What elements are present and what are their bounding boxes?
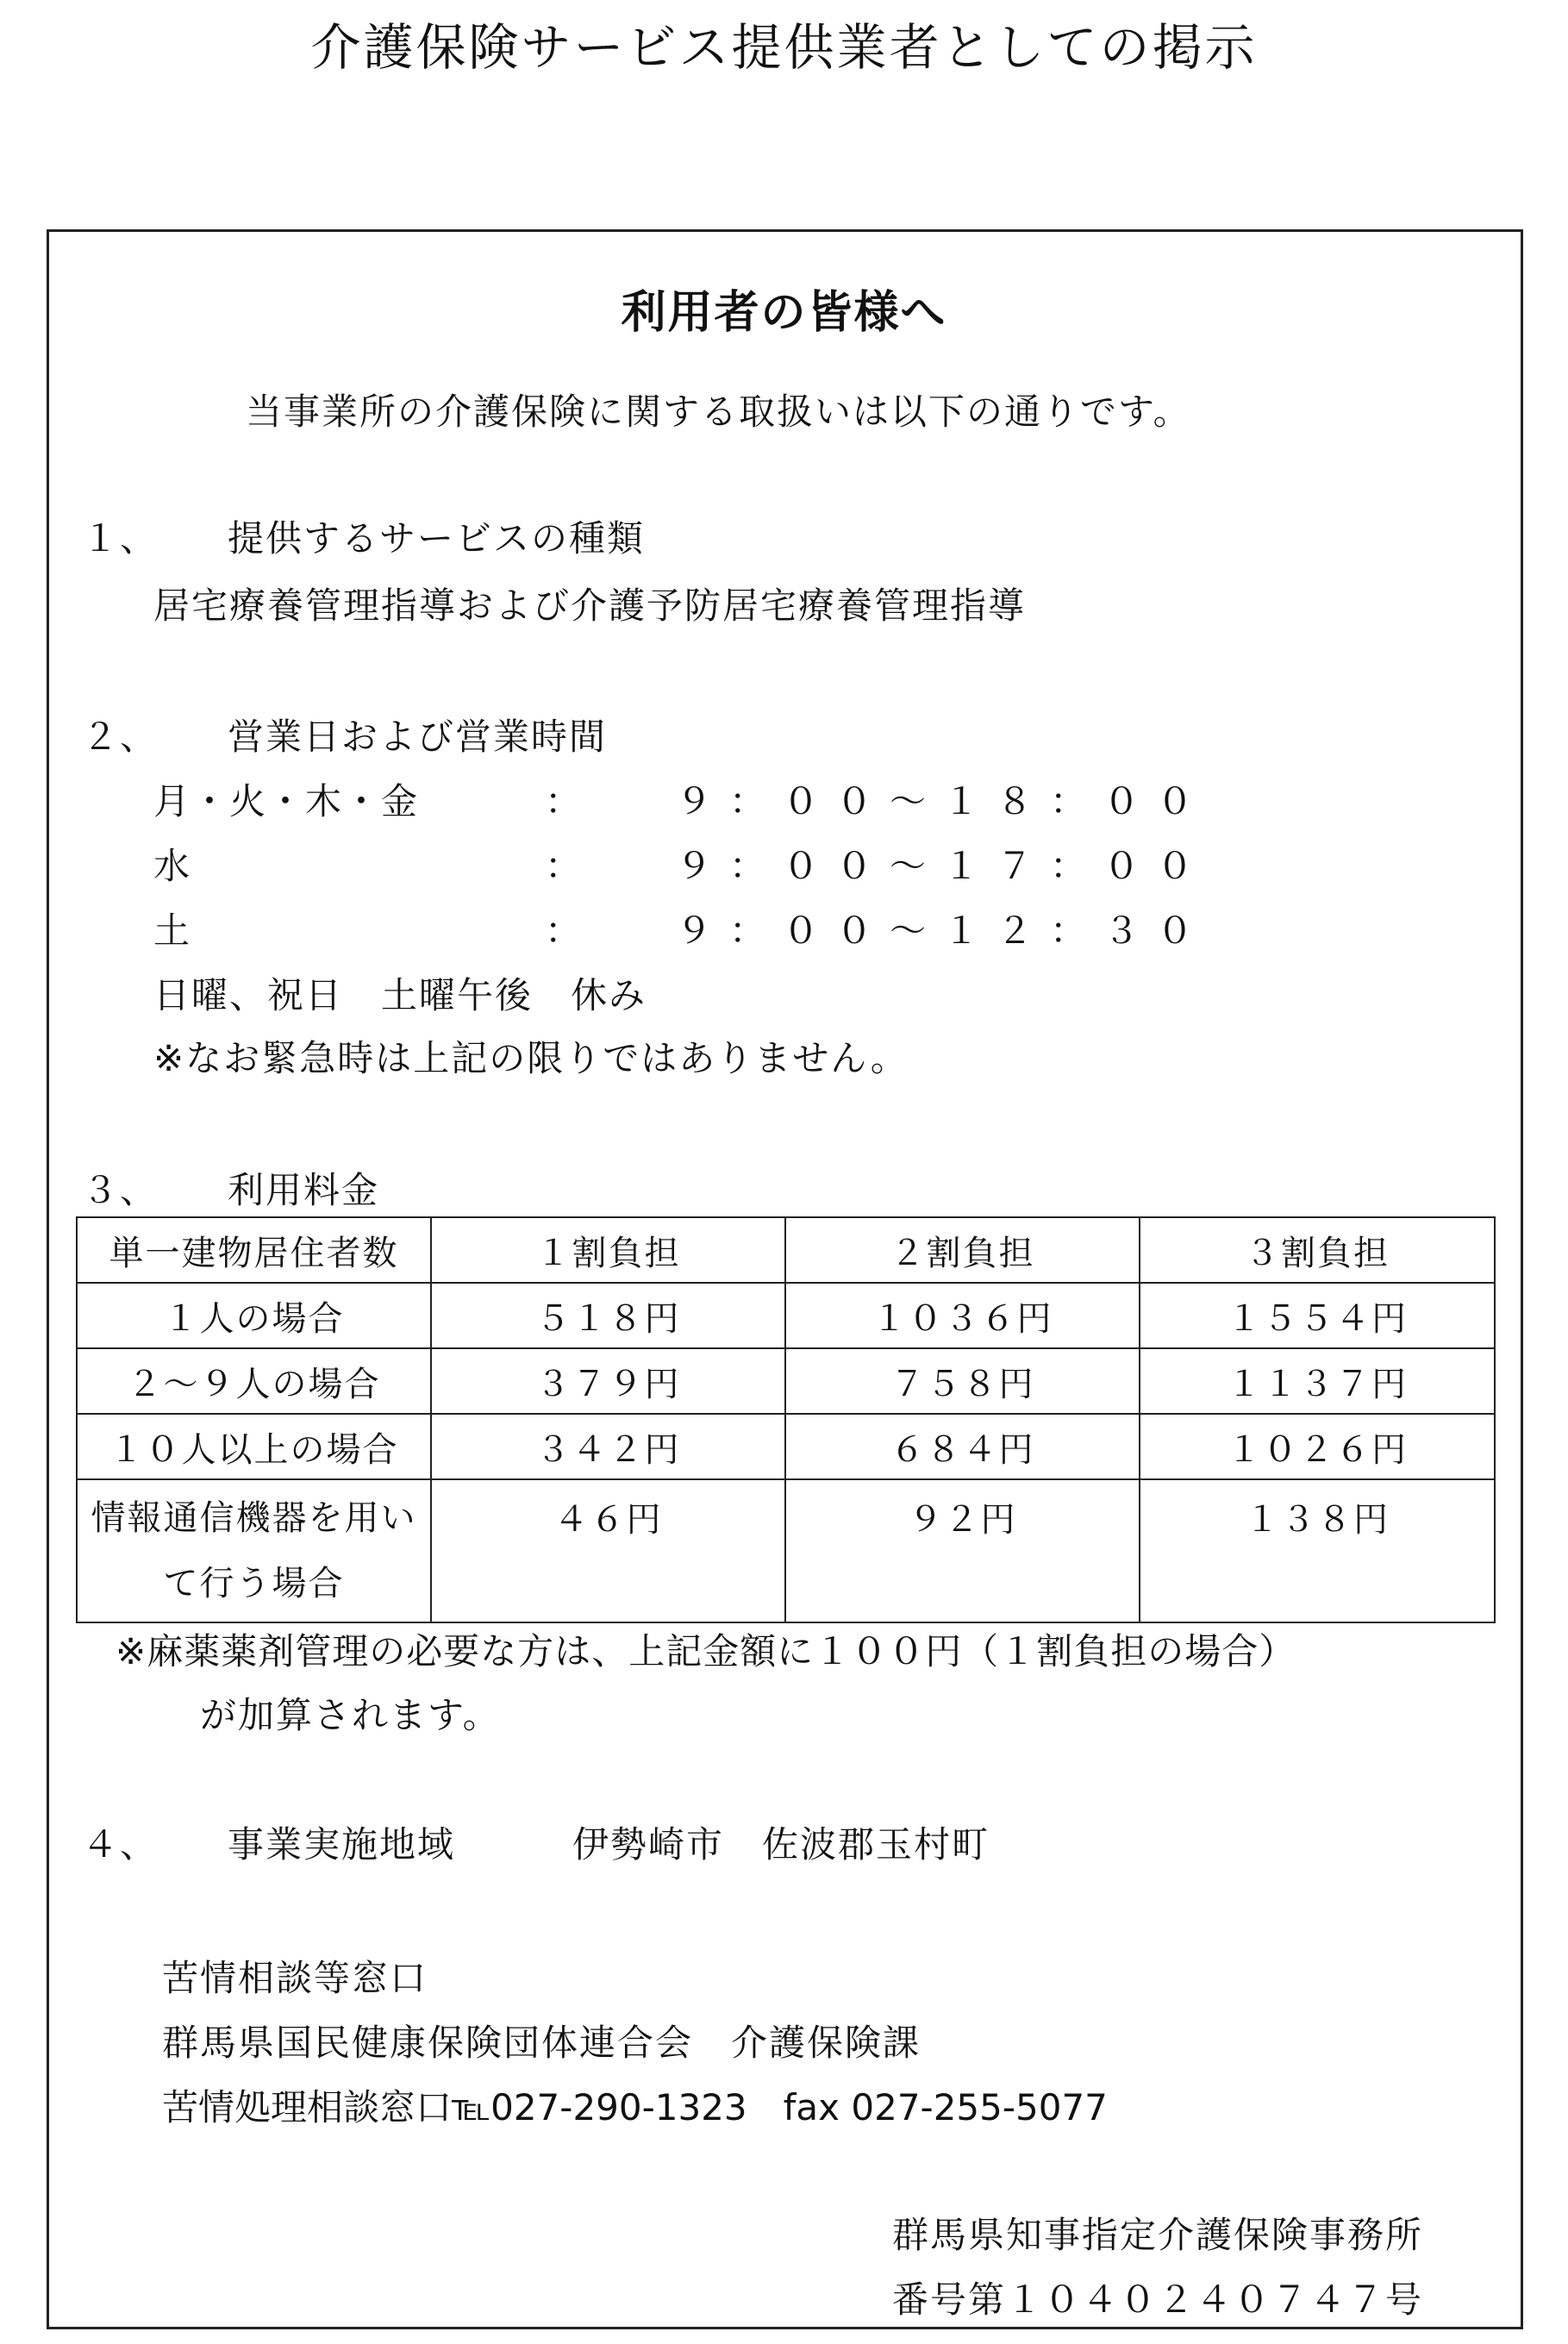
document-title: 介護保険サービス提供業者としての掲示 xyxy=(310,18,1258,77)
complaints-title: 苦情相談等窓口 xyxy=(162,1957,428,1999)
table-cell: ９２円 xyxy=(785,1479,1140,1622)
table-row xyxy=(77,1348,1495,1414)
hours-colon-weekday: ： xyxy=(545,780,582,822)
closed-days: 日曜、祝日 土曜午後 休み xyxy=(153,974,647,1016)
intro-text: 当事業所の介護保険に関する取扱いは以下の通りです。 xyxy=(246,391,1191,433)
designation-number: 番号第１０４０２４０７４７号 xyxy=(892,2278,1424,2321)
section1-number: １、 xyxy=(82,517,159,559)
hours-time-weekday: ９：００～１８：００ xyxy=(676,780,1211,822)
table-row xyxy=(77,1414,1495,1479)
table-header-cell: 単一建物居住者数 xyxy=(77,1217,431,1283)
fee-table xyxy=(76,1216,1496,1623)
section2-heading: 営業日および営業時間 xyxy=(228,716,608,758)
table-cell: １３８円 xyxy=(1140,1479,1495,1622)
emergency-note: ※なお緊急時は上記の限りではありません。 xyxy=(153,1037,909,1079)
table-header-cell: ２割負担 xyxy=(785,1217,1140,1283)
narcotic-note-line1: ※麻薬薬剤管理の必要な方は、上記金額に１００円（１割負担の場合） xyxy=(116,1630,1296,1672)
table-cell: ３４２円 xyxy=(431,1414,785,1479)
section1-body: 居宅療養管理指導および介護予防居宅療養管理指導 xyxy=(153,584,1027,627)
designation-text: 群馬県知事指定介護保険事務所 xyxy=(892,2214,1424,2256)
table-cell: ５１８円 xyxy=(431,1283,785,1348)
table-row xyxy=(77,1283,1495,1348)
section4-heading: 事業実施地域 xyxy=(228,1823,456,1866)
complaints-contact: 苦情処理相談窓口℡027-290-1323 fax 027-255-5077 xyxy=(162,2086,1108,2128)
table-cell: 情報通信機器を用いて行う場合 xyxy=(77,1479,431,1622)
section3-heading: 利用料金 xyxy=(228,1169,380,1211)
section1-heading: 提供するサービスの種類 xyxy=(228,517,646,559)
narcotic-note-line2: が加算されます。 xyxy=(200,1694,501,1736)
hours-days-saturday: 土 xyxy=(153,909,192,952)
notice-title: 利用者の皆様へ xyxy=(621,287,947,339)
table-cell: １５５４円 xyxy=(1140,1283,1495,1348)
table-cell: １１３７円 xyxy=(1140,1348,1495,1414)
hours-colon-saturday: ： xyxy=(545,909,582,952)
table-row xyxy=(77,1479,1495,1622)
complaints-org: 群馬県国民健康保険団体連合会 介護保険課 xyxy=(162,2022,921,2064)
hours-time-wednesday: ９：００～１７：００ xyxy=(676,845,1211,887)
hours-time-saturday: ９：００～１２：３０ xyxy=(676,909,1211,952)
hours-days-weekday: 月・火・木・金 xyxy=(153,780,420,822)
table-cell: ２～９人の場合 xyxy=(77,1348,431,1414)
table-header-cell: ３割負担 xyxy=(1140,1217,1495,1283)
service-area: 伊勢崎市 佐波郡玉村町 xyxy=(572,1823,990,1866)
hours-colon-wednesday: ： xyxy=(545,845,582,887)
table-cell: １０３６円 xyxy=(785,1283,1140,1348)
hours-days-wednesday: 水 xyxy=(153,845,192,887)
table-cell: ３７９円 xyxy=(431,1348,785,1414)
section4-number: ４、 xyxy=(82,1823,159,1866)
table-header-cell: １割負担 xyxy=(431,1217,785,1283)
table-cell: １人の場合 xyxy=(77,1283,431,1348)
table-cell: １０２６円 xyxy=(1140,1414,1495,1479)
table-header-row xyxy=(77,1217,1495,1283)
table-cell: １０人以上の場合 xyxy=(77,1414,431,1479)
table-cell: ４６円 xyxy=(431,1479,785,1622)
section3-number: ３、 xyxy=(82,1169,159,1211)
table-cell: ７５８円 xyxy=(785,1348,1140,1414)
section2-number: ２、 xyxy=(82,716,159,758)
table-cell: ６８４円 xyxy=(785,1414,1140,1479)
